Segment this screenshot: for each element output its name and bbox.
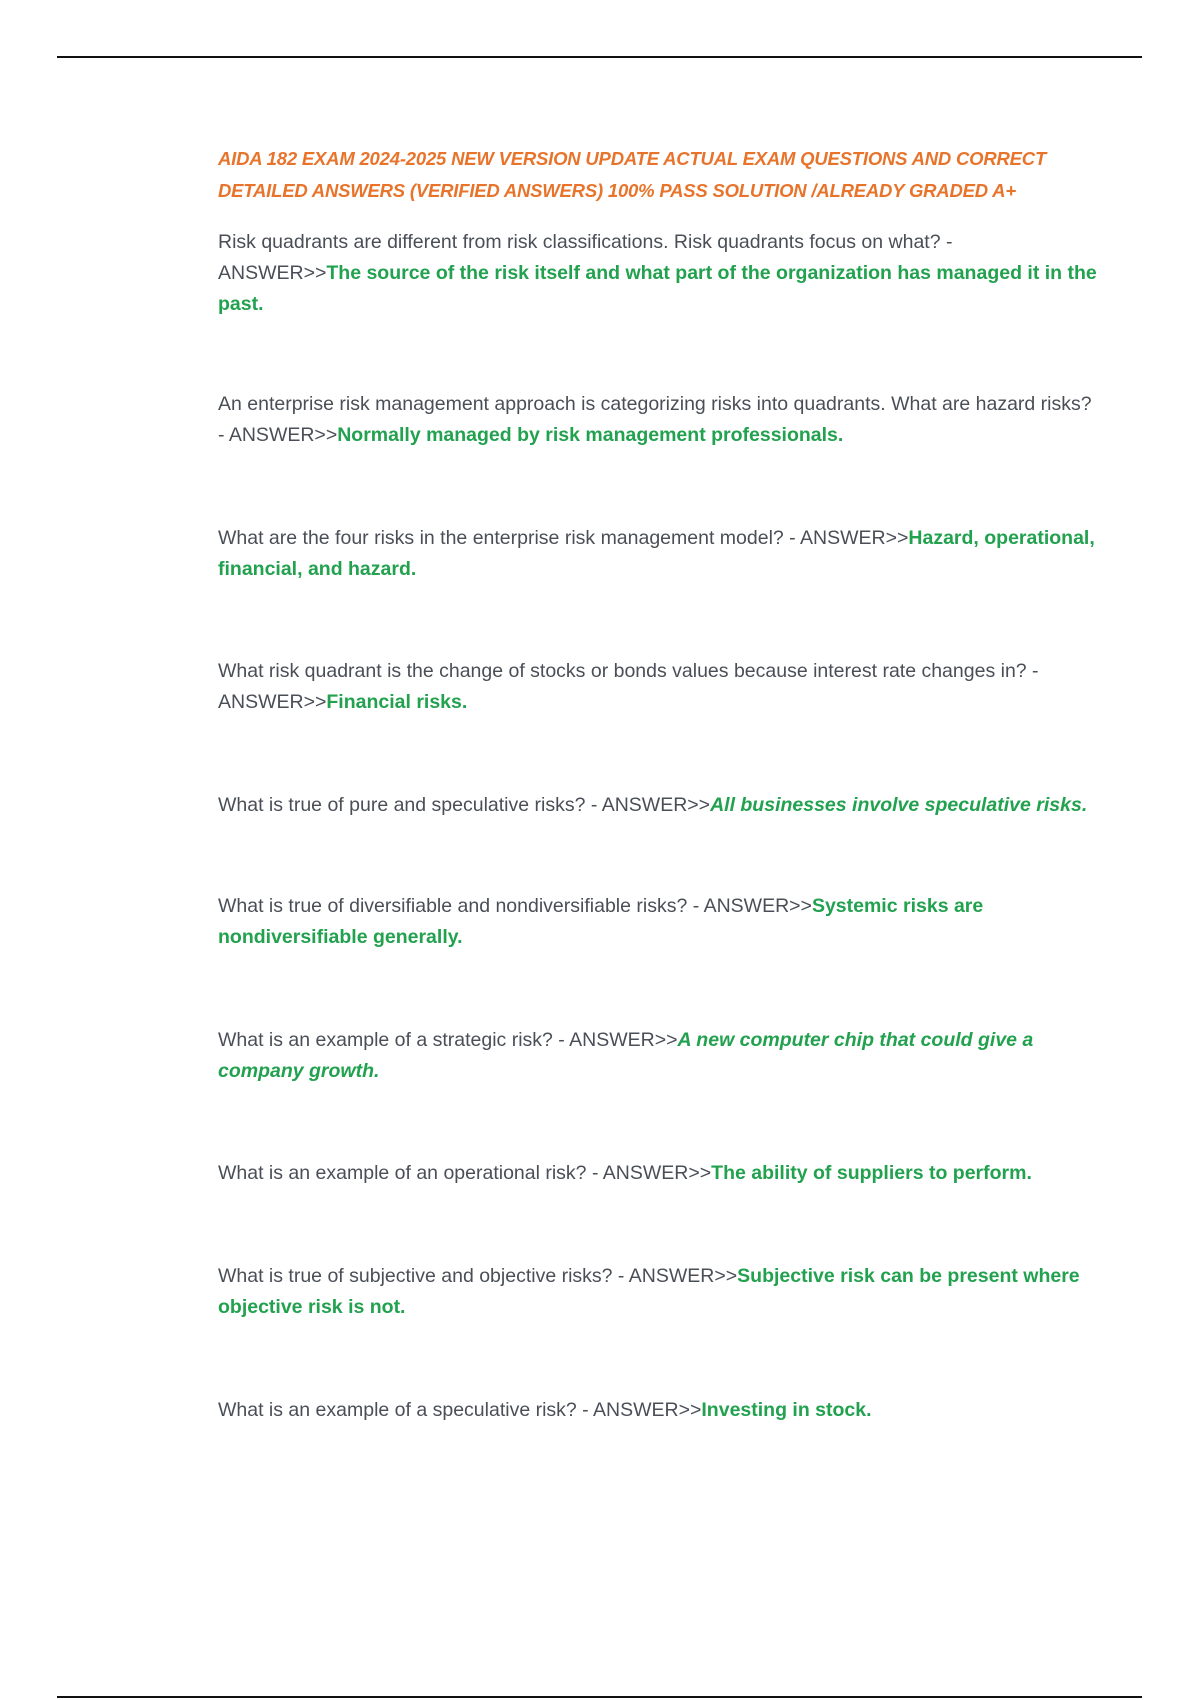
- answer-text: Investing in stock.: [701, 1399, 872, 1421]
- document-body: [218, 143, 1098, 1426]
- question-text: What is an example of an operational risk? -: [218, 1162, 599, 1184]
- question-text: What is true of subjective and objective risks? -: [218, 1265, 625, 1287]
- answer-text: The ability of suppliers to perform.: [711, 1162, 1032, 1184]
- qa-item: [218, 1395, 1098, 1426]
- question-text: An enterprise risk management approach is categorizing risks into quadrants. What are hazard risks? -: [218, 393, 1092, 446]
- qa-item: [218, 790, 1098, 821]
- qa-item: [218, 1158, 1098, 1189]
- answer-marker: ANSWER>>: [228, 424, 338, 446]
- answer-marker: ANSWER>>: [218, 262, 327, 284]
- top-rule: [57, 56, 1142, 58]
- qa-item: [218, 656, 1098, 718]
- answer-text: Hazard, operational, financial, and hazard.: [218, 527, 1095, 580]
- question-text: What is an example of a speculative risk? -: [218, 1399, 589, 1421]
- answer-text: A new computer chip that could give a company growth.: [218, 1029, 1034, 1082]
- qa-item: [218, 1261, 1098, 1323]
- qa-item: [218, 389, 1098, 451]
- answer-marker: ANSWER>>: [602, 1162, 712, 1184]
- answer-marker: ANSWER>>: [703, 895, 812, 917]
- question-text: What is true of pure and speculative risks? -: [218, 794, 598, 816]
- answer-text: The source of the risk itself and what part of the organization has managed it in the past.: [218, 262, 1097, 315]
- question-text: What are the four risks in the enterprise risk management model? -: [218, 527, 796, 549]
- answer-text: Normally managed by risk management professionals.: [337, 424, 844, 446]
- qa-item: [218, 891, 1098, 953]
- answer-text: Systemic risks are nondiversifiable generally.: [218, 895, 984, 948]
- answer-marker: ANSWER>>: [601, 794, 711, 816]
- qa-item: [218, 1025, 1098, 1087]
- answer-text: All businesses involve speculative risks.: [710, 794, 1088, 816]
- answer-text: Subjective risk can be present where objective risk is not.: [218, 1265, 1080, 1318]
- qa-item: [218, 227, 1098, 320]
- question-text: What is an example of a strategic risk? -: [218, 1029, 565, 1051]
- question-text: What is true of diversifiable and nondiversifiable risks? -: [218, 895, 700, 917]
- question-text: Risk quadrants are different from risk classifications. Risk quadrants focus on what? -: [218, 231, 953, 253]
- answer-marker: ANSWER>>: [628, 1265, 738, 1287]
- answer-marker: ANSWER>>: [593, 1399, 702, 1421]
- answer-text: Financial risks.: [326, 691, 468, 713]
- document-title: AIDA 182 EXAM 2024-2025 NEW VERSION UPDATE ACTUAL EXAM QUESTIONS AND CORRECT DETAILED ANSWERS (VERIFIED ANSWERS) 100% PASS SOLUTION /ALREADY GRADED A+: [218, 148, 1047, 201]
- answer-marker: ANSWER>>: [800, 527, 909, 549]
- qa-item: [218, 523, 1098, 585]
- question-text: What risk quadrant is the change of stocks or bonds values because interest rate changes in? -: [218, 660, 1039, 682]
- answer-marker: ANSWER>>: [218, 691, 327, 713]
- bottom-rule: [57, 1696, 1142, 1698]
- answer-marker: ANSWER>>: [569, 1029, 678, 1051]
